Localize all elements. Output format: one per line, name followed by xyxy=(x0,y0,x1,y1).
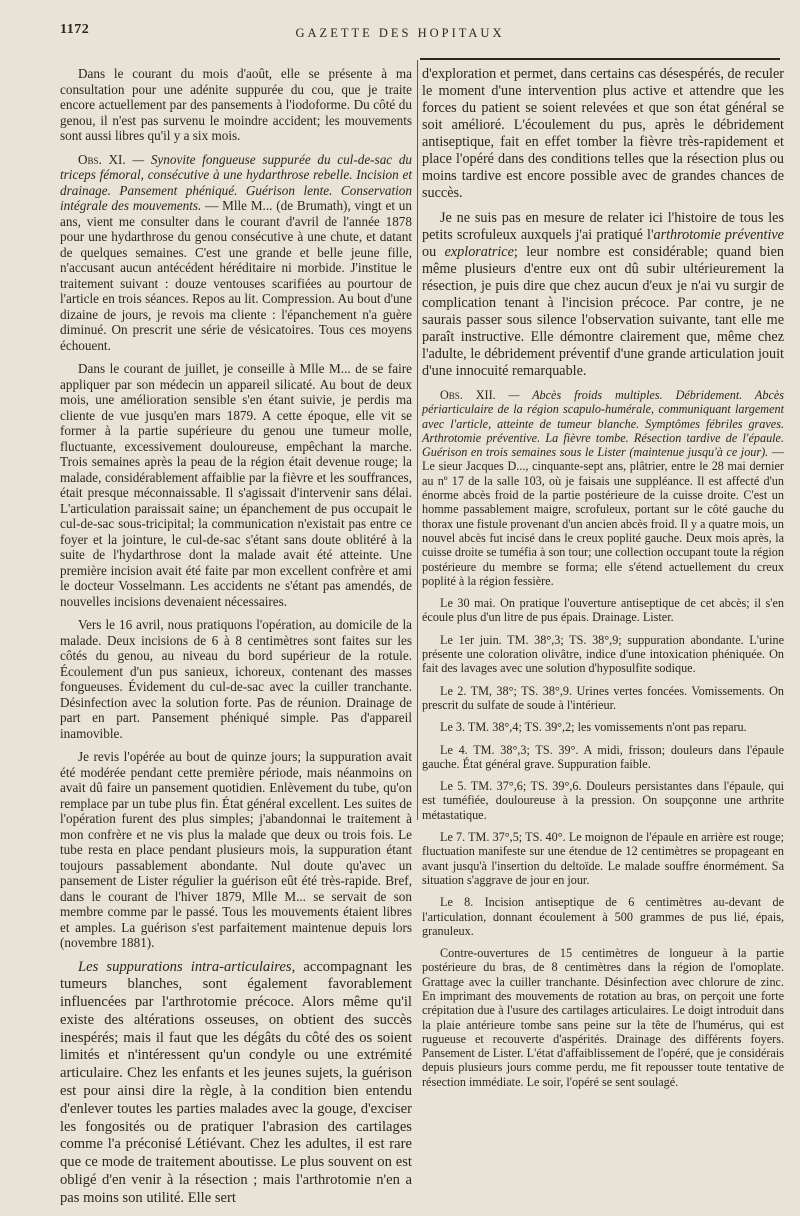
emphasis: exploratrice xyxy=(444,244,514,260)
daily-entry: Le 2. TM, 38°; TS. 38°,9. Urines vertes foncées. Vomissements. On prescrit du sulfate de soude à l'intérieur. xyxy=(422,683,784,712)
observation-xii xyxy=(422,388,784,588)
observation-text: — Mlle M... (de Brumath), vingt et un ans, vient me consulter dans le courant d'avril de l'année 1878 pour une hydarthrose du genou consécutive à une chute, et datant de quelques semaines. C'est une grande et belle jeune fille, n'accusant aucun antécédent héréditaire ni morbide. J'institue le traitement suivant : douze ventouses scarifiées au pourtour de l'article en trois séances. Repos au lit. Compression. Au bout d'une dizaine de jours, je revois ma cliente : l'épanchement n'a guère diminué. On prescrit une série de vésicatoires. Tous ces moyens échouent. xyxy=(60,198,412,353)
header-rule xyxy=(420,58,780,60)
observation-label: Obs. XII. xyxy=(440,388,496,402)
paragraph: Vers le 16 avril, nous pratiquons l'opération, au domicile de la malade. Deux incisions de 6 à 8 centimètres sont faites sur les côtés du genou, au niveau du bord supérieur de la rotule. Écoulement d'un pus sanieux, ichoreux, contenant des masses fongueuses. Évidement du cul-de-sac avec la cuiller tranchante. Désinfection avec la solution forte. Pas de réunion. Drainage de part en part. Pansement phéniqué simple. Pas d'appareil inamovible. xyxy=(60,617,412,741)
paragraph-intra-articular xyxy=(60,959,412,1208)
observation-title: — Synovite fongueuse suppurée du cul-de-sac du triceps fémoral, consécutive à une hydarthrose rebelle. Incision et drainage. Pansement phéniqué. Guérison lente. Conservation intégrale des mouvements. xyxy=(60,151,413,213)
daily-entry: Le 3. TM. 38°,4; TS. 39°,2; les vomissements n'ont pas reparu. xyxy=(440,720,747,735)
daily-entry: Le 5. TM. 37°,6; TS. 39°,6. Douleurs persistantes dans l'épaule, qui est tuméfiée, douloureuse à la pression. On soupçonne une arthrite métastatique. xyxy=(422,779,784,822)
observation-label: Obs. XI. xyxy=(78,151,126,167)
paragraph: Dans le courant de juillet, je conseille à Mlle M... de se faire appliquer par son médecin un appareil silicaté. Au bout de deux mois, une amélioration sensible s'en étant suivie, je perdis ma cliente de vue jusqu'en mars 1879. A cette époque, elle vit se former à la partie supérieure du genou une tumeur molle, fluctuante, excessivement douloureuse, empêchant la marche. Trois semaines après la peau de la région était devenue rouge; la malade, considérablement affaiblie par la fièvre et les souffrances, était presque méconnaissable. Il s'agissait d'intervenir sans délai. L'articulation paraissait saine; un épanchement de pus occupait le cul-de-sac sous-tricipital; la communication n'existait pas entre ce foyer et la jointure, le cul-de-sac s'étant sans doute oblitéré à la suite de l'hydarthrose dont la malade avait été atteinte. Une première incision avait été faite par mon excellent confrère et ami le docteur Vosselmann. Les accidents ne s'étant pas amendés, de nouvelles incisions devenaient nécessaires. xyxy=(60,361,412,609)
page-header xyxy=(0,22,800,48)
daily-entry: Le 1er juin. TM. 38°,3; TS. 38°,9; suppuration abondante. L'urine présente une coloration olivâtre, indice d'une intoxication phéniquée. On fait des lavages avec une solution d'hyposulfite sodique. xyxy=(422,632,784,676)
paragraph-arthrotomy xyxy=(422,210,784,380)
paragraph: d'exploration et permet, dans certains cas désespérés, de reculer le moment d'une intervention plus active et attendre que les forces du patient se soient relevées et que son état général se soit amélioré. L'écoulement du pus, après le débridement antiseptique, fait en effet tomber la fièvre très-rapidement et place l'opéré dans des conditions telles que la résection plus ou moins tardive est encore possible avec de grandes chances de succès. xyxy=(422,66,784,201)
text-run: ou xyxy=(422,244,445,260)
daily-entry: Le 4. TM. 38°,3; TS. 39°. A midi, frisson; douleurs dans l'épaule gauche. État général grave. Suppuration faible. xyxy=(422,742,784,771)
observation-xi xyxy=(60,152,412,354)
text-run: ; leur nombre est considérable; quand bien même plusieurs d'entre eux ont dû subir ultérieurement la résection, je puis dire que chez aucun d'eux je n'ai vu surgir de complication tenant à l'incision précoce. Par contre, je ne saurais passer sous silence l'observation suivante, tant elle me paraît instructive. Elle démontre clairement que, même chez l'adulte, le débridement préventif d'une grande articulation jouit d'une innocuité remarquable. xyxy=(422,244,784,379)
observation-xii-block xyxy=(422,388,784,1089)
page-number: 1172 xyxy=(60,22,90,37)
observation-title: — Abcès froids multiples. Débridement. Abcès périarticulaire de la région scapulo-humérale, communiquant largement avec l'article, atteinte de tumeur blanche. Symptômes fébriles graves. Arthrotomie préventive. La fièvre tombe. Résection tardive de l'épaule. Guérison en trois semaines sous le Lister (maintenue jusqu'à ce jour). xyxy=(422,388,785,460)
column-divider xyxy=(417,60,418,820)
paragraph: Je revis l'opérée au bout de quinze jours; la suppuration avait été modérée pendant cette première période, mais néanmoins on avait dû faire un pansement quotidien. Enlèvement du tube, qu'on remplace par un tube plus fin. État général excellent. Les suites de l'opération furent des plus simples; j'abandonnai le traitement à mon confrère et ne vis plus la malade que deux ou trois fois. Le tube resta en place pendant plusieurs mois, la suppuration étant toujours passablement abondante. Nul doute qu'avec un pansement de Lister régulier la guérison eût été très-rapide. Bref, dans le courant de l'hiver 1879, Mlle M... se servait de son membre comme par le passé. Tous les mouvements étaient libres et amples. La guérison s'est parfaitement maintenue depuis lors (novembre 1881). xyxy=(60,749,412,950)
paragraph-text: accompagnant les tumeurs blanches, sont également favorablement influencées par l'arthrotomie précoce. Alors même qu'il existe des altérations osseuses, on obtient des succès inespérés; mais il faut que les dégâts du côté des os soient limités et n'intéressent qu'un condyle ou une extrémité articulaire. Chez les enfants et les jeunes sujets, la guérison est pour ainsi dire la règle, à la condition bien entendu d'enlever toutes les parties malades avec la gouge, d'exciser les fongosités ou de pratiquer l'abrasion des cartilages comme l'a préconisé Létiévant. Chez les adultes, il est rare que ce mode de traitement aboutisse. Le plus souvent on est obligé d'en venir à la résection ; mais l'arthrotomie n'en a pas moins son utilité. Elle sert xyxy=(60,958,413,1206)
observation-text: — Le sieur Jacques D..., cinquante-sept ans, plâtrier, entre le 28 mai dernier au nº 17 de la salle 103, où je faisais une suppléance. Il est affecté d'un énorme abcès froid de la partie postérieure de la cuisse droite. C'est un homme passablement maigre, scrofuleux, portant sur le côté gauche du thorax une fistule provenant d'un ancien abcès froid. Il y a quatre mois, un nouvel abcès fut incisé dans le creux poplité gauche. Deux mois après, la cuisse droite se tuméfia à son tour; une collection occupant toute la région postérieure du membre se forma; elle s'étend actuellement du creux poplité à la région fessière. xyxy=(422,445,784,588)
daily-entry: Le 8. Incision antiseptique de 6 centimètres au-devant de l'articulation, donnant écoulement à 500 grammes de pus lié, épais, granuleux. xyxy=(422,895,784,938)
daily-entry: Le 7. TM. 37°,5; TS. 40°. Le moignon de l'épaule en arrière est rouge; fluctuation manifeste sur une étendue de 12 centimètres se propageant en avant jusqu'à l'insertion du deltoïde. Le malade souffre énormément. Sa situation s'aggrave de jour en jour. xyxy=(422,830,784,887)
emphasis: Les suppurations intra-articulaires, xyxy=(78,958,296,975)
right-column xyxy=(422,66,784,1097)
running-title: GAZETTE DES HOPITAUX xyxy=(295,26,505,40)
left-column xyxy=(60,66,412,1216)
daily-entry: Contre-ouvertures de 15 centimètres de longueur à la partie postérieure du bras, de 8 centimètres dans la région de l'omoplate. Grattage avec la cuiller tranchante. Désinfection avec chlorure de zinc. En imprimant des mouvements de rotation au bras, on perçoit une forte crépitation due à l'usure des cartilages articulaires. Le doigt introduit dans la plaie antérieure tombe sans peine sur la tête de l'humérus, qui est rugueuse et recouverte d'aspérités. Drainage des différents foyers. Pansement de Lister. L'état d'affaiblissement de l'opéré, que je considérais depuis plusieurs jours comme perdu, me fit repousser toute tentative de résection immédiate. Le soir, l'opéré se sent soulagé. xyxy=(422,946,784,1089)
emphasis: arthrotomie préventive xyxy=(653,227,784,243)
daily-entry: Le 30 mai. On pratique l'ouverture antiseptique de cet abcès; il s'en écoule plus d'un litre de pus épais. Drainage. Lister. xyxy=(422,596,784,625)
paragraph: Dans le courant du mois d'août, elle se présente à ma consultation pour une adénite suppurée du cou, que je traite encore actuellement par des pansements à l'iodoforme. Du côté du genou, il n'est pas survenu le moindre accident; les mouvements sont aussi libres qu'il y a six mois. xyxy=(60,66,412,143)
text-run: Je ne suis pas en mesure de relater ici l'histoire de tous les petits scrofuleux auxquels j'ai pratiqué l' xyxy=(422,210,784,243)
